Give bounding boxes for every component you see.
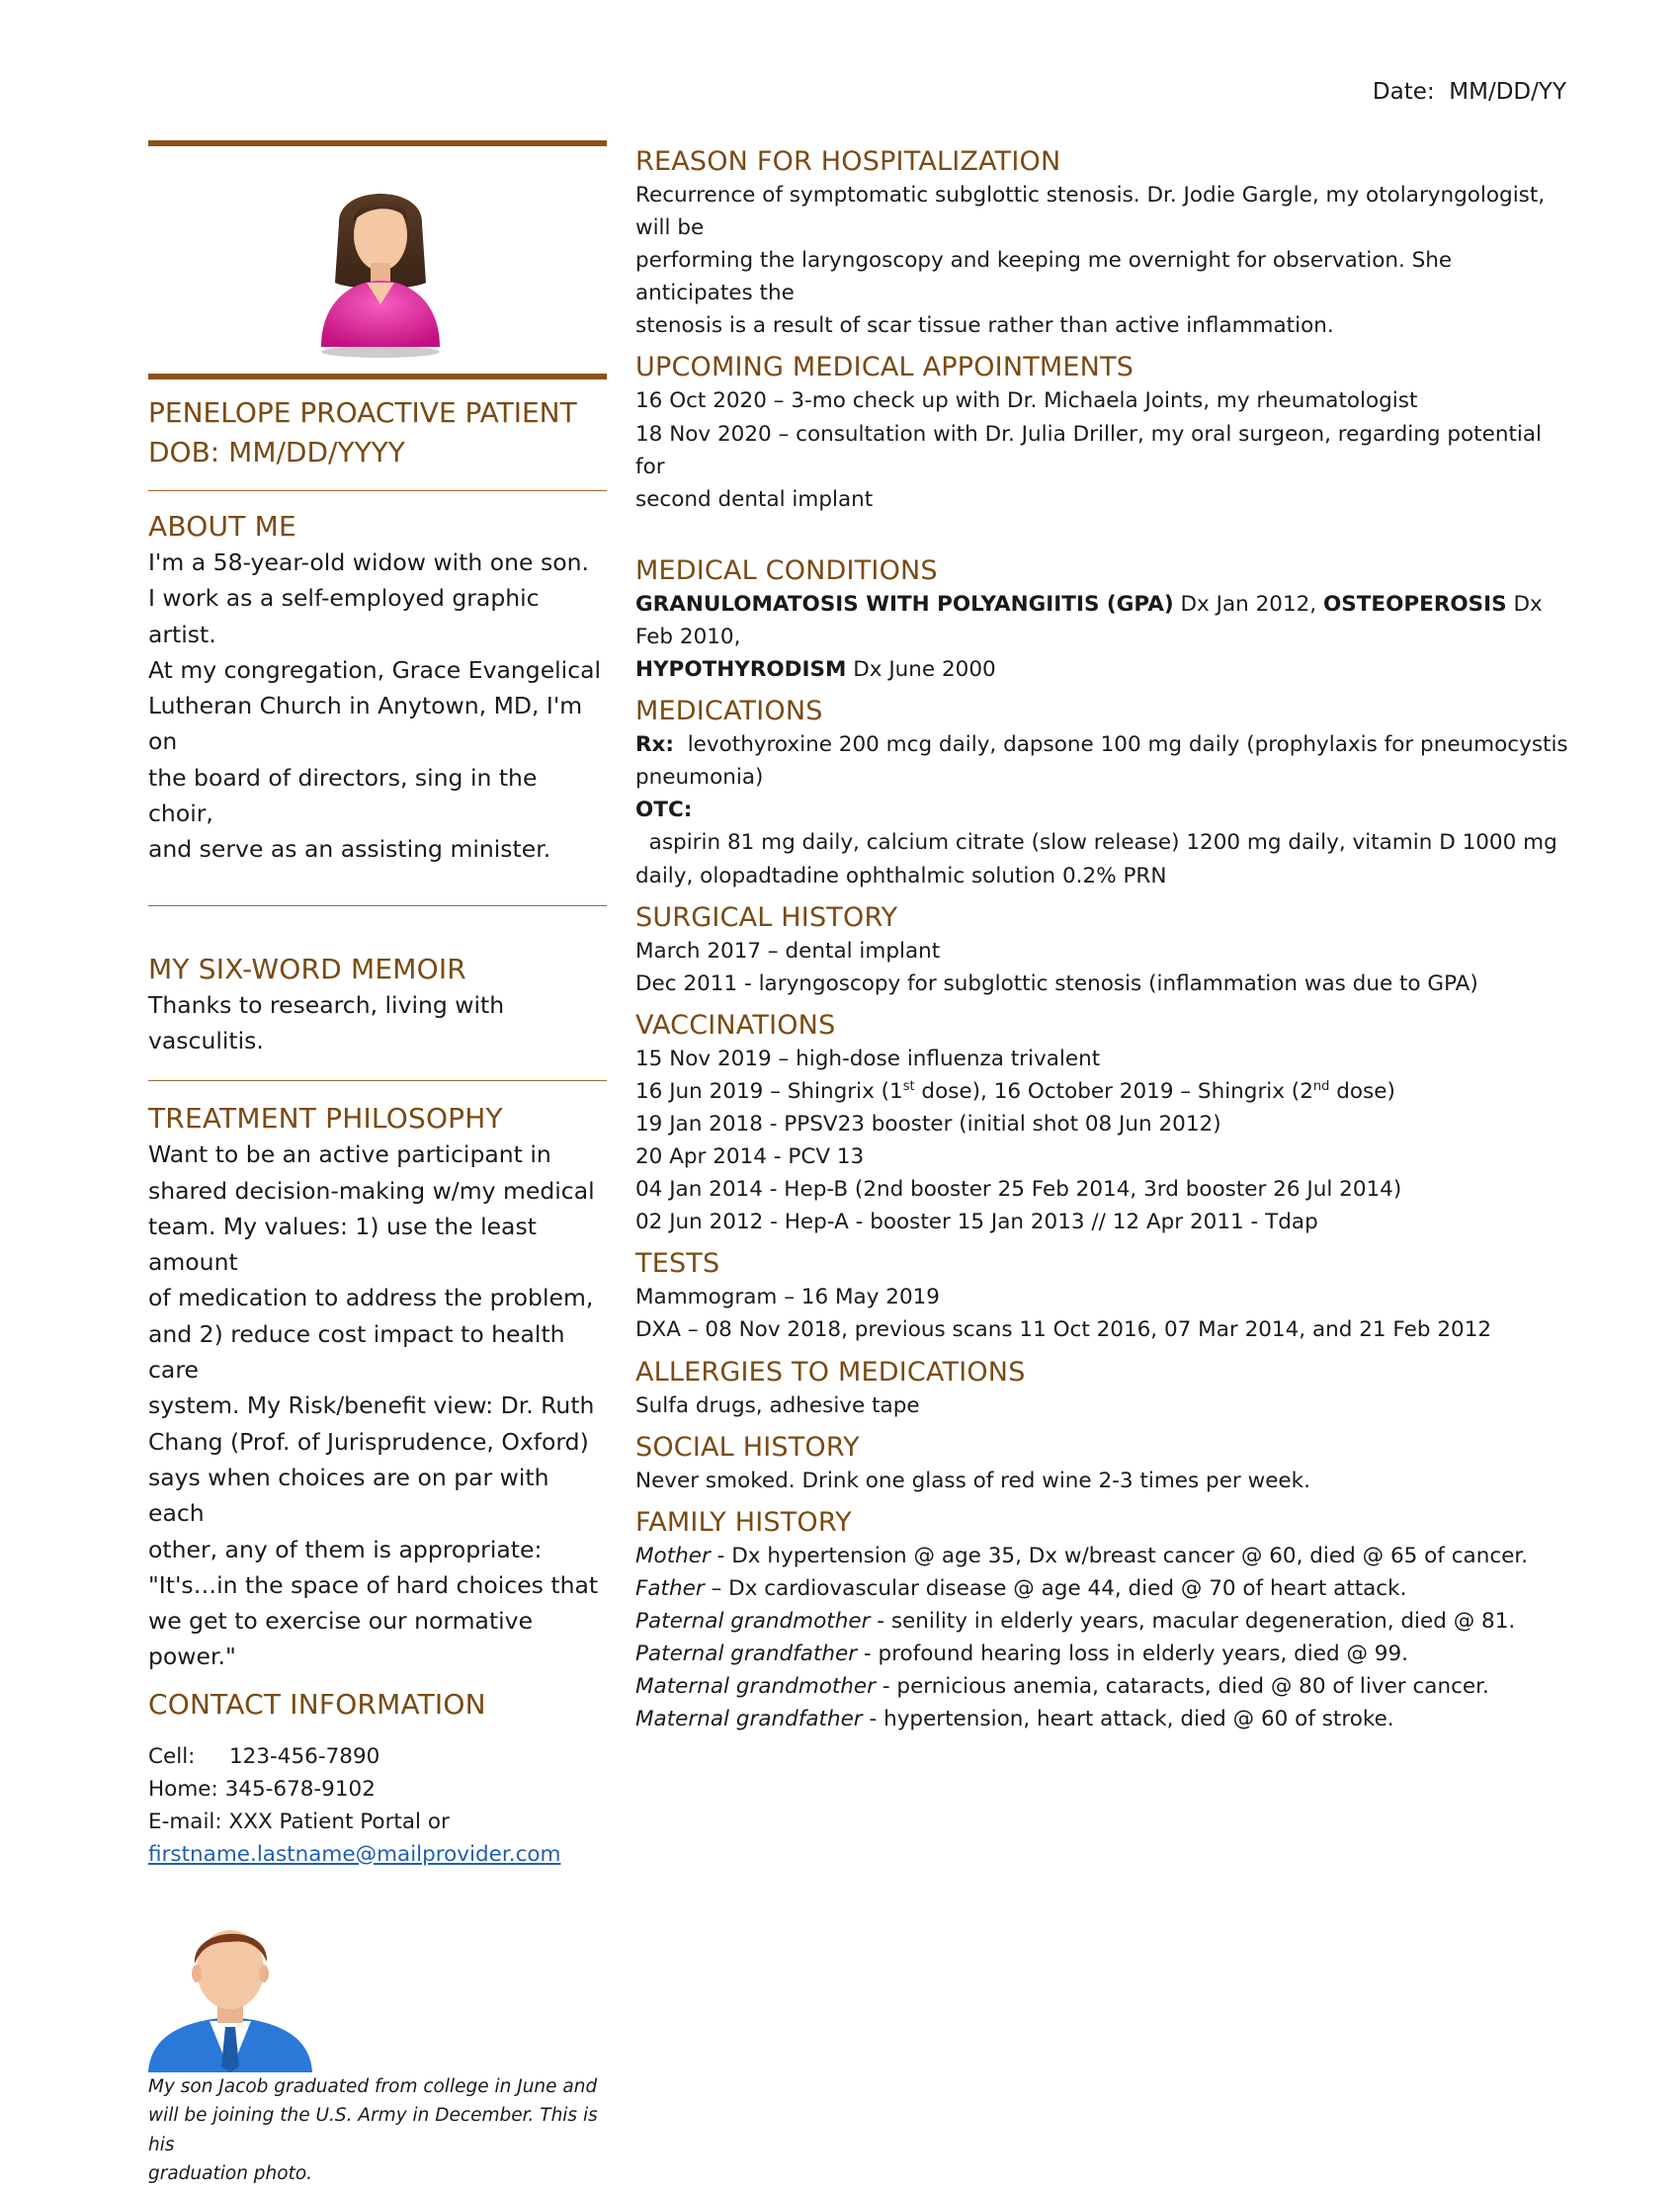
condition-name: GRANULOMATOSIS WITH POLYANGIITIS (GPA) (635, 591, 1174, 617)
section-heading: MEDICATIONS (635, 696, 823, 727)
detail: – Dx cardiovascular disease @ age 44, died @ 70 of heart attack. (704, 1575, 1407, 1601)
relation: Father (635, 1575, 705, 1601)
section-heading: TESTS (635, 1248, 720, 1280)
contact-info (148, 1740, 607, 1871)
email-row (148, 1806, 607, 1838)
text-line: of medication to address the problem, (148, 1284, 594, 1312)
text-line (635, 794, 1574, 859)
section-heading: VACCINATIONS (635, 1009, 836, 1041)
memoir-heading: MY SIX-WORD MEMOIR (148, 952, 466, 985)
text-line: power." (148, 1642, 236, 1671)
caption-line: graduation photo. (148, 2163, 313, 2185)
about-text (148, 545, 607, 868)
text-line: Lutheran Church in Anytown, MD, I'm on (148, 692, 583, 756)
text-line: stenosis is a result of scar tissue rather than active inflammation. (635, 313, 1334, 339)
text-span: dose), 16 October 2019 – Shingrix (2 (914, 1078, 1313, 1104)
family-item (635, 1572, 1574, 1605)
text-line: Sulfa drugs, adhesive tape (635, 1392, 920, 1418)
detail: - Dx hypertension @ age 35, Dx w/breast cancer @ 60, died @ 65 of cancer. (710, 1543, 1529, 1568)
text-line: I'm a 58-year-old widow with one son. (148, 548, 589, 576)
text-line (635, 588, 1574, 653)
patient-name: PENELOPE PROACTIVE PATIENT (148, 396, 577, 429)
text-line: Chang (Prof. of Jurisprudence, Oxford) (148, 1427, 589, 1456)
rx-text: levothyroxine 200 mcg daily, dapsone 100 mg daily (prophylaxis for pneumocystis (674, 732, 1568, 758)
conditions-section (635, 554, 1574, 686)
relation: Paternal grandfather (635, 1642, 858, 1666)
section-heading: FAMILY HISTORY (635, 1506, 852, 1538)
section-heading: ALLERGIES TO MEDICATIONS (635, 1356, 1026, 1388)
hospitalization-section (635, 145, 1574, 342)
email-link[interactable]: firstname.lastname@mailprovider.com (148, 1841, 561, 1867)
text-line: 02 Jun 2012 - Hep-A - booster 15 Jan 2013 // 12 Apr 2011 - Tdap (635, 1210, 1318, 1235)
condition-dx: Dx Feb 2010, (635, 591, 1543, 649)
left-column (148, 140, 607, 2189)
cell-row (148, 1740, 607, 1773)
text-line: and 2) reduce cost impact to health care (148, 1319, 565, 1385)
medications-section (635, 695, 1574, 891)
cell-label: Cell: (148, 1743, 196, 1769)
text-line: system. My Risk/benefit view: Dr. Ruth (148, 1391, 595, 1420)
caption-line: will be joining the U.S. Army in December. This is his (148, 2105, 598, 2155)
family-item (635, 1638, 1574, 1670)
text-line: I work as a self-employed graphic artist. (148, 584, 540, 648)
otc-text: aspirin 81 mg daily, calcium citrate (slow release) 1200 mg daily, vitamin D 1000 mg (635, 830, 1557, 856)
detail: - profound hearing loss in elderly years, died @ 99. (857, 1642, 1409, 1666)
text-line: and serve as an assisting minister. (148, 835, 551, 864)
section-heading: MEDICAL CONDITIONS (635, 554, 938, 586)
family-item (635, 1605, 1574, 1638)
dob-label: DOB: (148, 436, 220, 468)
section-heading: SOCIAL HISTORY (635, 1431, 860, 1463)
text-line: daily, olopadtadine ophthalmic solution 0.2% PRN (635, 863, 1167, 888)
family-item (635, 1540, 1574, 1572)
caption-line: My son Jacob graduated from college in June and (148, 2075, 598, 2097)
superscript: nd (1312, 1078, 1330, 1094)
about-heading: ABOUT ME (148, 510, 296, 543)
detail: - senility in elderly years, macular degeneration, died @ 81. (870, 1608, 1516, 1634)
text-line (635, 728, 1574, 761)
text-line: shared decision-making w/my medical (148, 1176, 595, 1205)
text-line: Dec 2011 - laryngoscopy for subglottic stenosis (inflammation was due to GPA) (635, 970, 1478, 996)
text-line: 18 Nov 2020 – consultation with Dr. Julia Driller, my oral surgeon, regarding potential for (635, 421, 1542, 479)
tests-section (635, 1247, 1574, 1346)
text-span: dose) (1329, 1078, 1395, 1104)
allergies-section (635, 1356, 1574, 1422)
text-span: 16 Jun 2019 – Shingrix (1 (635, 1078, 903, 1104)
text-line: the board of directors, sing in the choir, (148, 763, 538, 828)
text-line: 19 Jan 2018 - PPSV23 booster (initial shot 08 Jun 2012) (635, 1111, 1221, 1137)
contact-heading: CONTACT INFORMATION (148, 1687, 486, 1721)
son-avatar-icon (148, 1918, 312, 2072)
text-line: 16 Oct 2020 – 3-mo check up with Dr. Michaela Joints, my rheumatologist (635, 388, 1418, 414)
text-line: 15 Nov 2019 – high-dose influenza trivalent (635, 1046, 1101, 1071)
superscript: st (902, 1078, 915, 1094)
text-line: says when choices are on par with each (148, 1463, 549, 1528)
text-line (635, 653, 1574, 686)
text-line: team. My values: 1) use the least amount (148, 1212, 537, 1277)
section-heading: REASON FOR HOSPITALIZATION (635, 146, 1061, 177)
patient-avatar-icon (301, 164, 460, 362)
text-line: performing the laryngoscopy and keeping me overnight for observation. She anticipates the (635, 248, 1453, 306)
text-line: 04 Jan 2014 - Hep-B (2nd booster 25 Feb 2014, 3rd booster 26 Jul 2014) (635, 1177, 1402, 1203)
memoir-text: Thanks to research, living with vasculitis. (148, 990, 505, 1054)
condition-name: OSTEOPEROSIS (1322, 591, 1507, 617)
text-line: second dental implant (635, 486, 874, 512)
patient-photo (148, 146, 607, 374)
section-heading: UPCOMING MEDICAL APPOINTMENTS (635, 352, 1134, 383)
patient-dob (148, 433, 607, 472)
text-line: "It's…in the space of hard choices that (148, 1570, 599, 1599)
text-line: 20 Apr 2014 - PCV 13 (635, 1144, 865, 1170)
surgical-section (635, 901, 1574, 1000)
text-line: March 2017 – dental implant (635, 938, 941, 964)
date-label: Date: (1372, 79, 1435, 105)
text-line: Want to be an active participant in (148, 1140, 551, 1169)
text-line: pneumonia) (635, 765, 764, 791)
condition-dx: Dx Jan 2012, (1173, 591, 1323, 617)
condition-dx: Dx June 2000 (846, 657, 996, 683)
son-photo (148, 1918, 607, 2072)
email-label: E-mail: (148, 1809, 222, 1834)
text-line: Recurrence of symptomatic subglottic stenosis. Dr. Jodie Gargle, my otolaryngologist, will be (635, 183, 1546, 241)
date-value: MM/DD/YY (1449, 79, 1566, 105)
relation: Mother (635, 1543, 711, 1568)
text-line: other, any of them is appropriate: (148, 1535, 543, 1563)
text-line: DXA – 08 Nov 2018, previous scans 11 Oct 2016, 07 Mar 2014, and 21 Feb 2012 (635, 1317, 1492, 1343)
family-section (635, 1506, 1574, 1736)
otc-label: OTC: (635, 798, 693, 823)
text-line: we get to exercise our normative (148, 1607, 534, 1636)
text-line: Mammogram – 16 May 2019 (635, 1285, 940, 1310)
home-value: 345-678-9102 (224, 1776, 376, 1802)
relation: Maternal grandmother (635, 1674, 876, 1700)
home-label: Home: (148, 1776, 218, 1802)
email-text: XXX Patient Portal or (228, 1809, 450, 1834)
relation: Maternal grandfather (635, 1707, 863, 1732)
dob-value: MM/DD/YYYY (228, 436, 405, 468)
detail: - pernicious anemia, cataracts, died @ 80 of liver cancer. (876, 1674, 1489, 1700)
section-heading: SURGICAL HISTORY (635, 901, 898, 933)
cell-value: 123-456-7890 (229, 1743, 380, 1769)
condition-name: HYPOTHYRODISM (635, 657, 847, 683)
relation: Paternal grandmother (635, 1608, 871, 1634)
family-item (635, 1703, 1574, 1735)
philosophy-heading: TREATMENT PHILOSOPHY (148, 1102, 503, 1136)
philosophy-text (148, 1137, 607, 1674)
text-line: At my congregation, Grace Evangelical (148, 655, 602, 684)
family-item (635, 1670, 1574, 1703)
date-line (1373, 79, 1566, 105)
home-row (148, 1773, 607, 1806)
right-column (635, 145, 1574, 1744)
social-section (635, 1431, 1574, 1497)
text-line: Never smoked. Drink one glass of red wine 2-3 times per week. (635, 1468, 1310, 1493)
rx-label: Rx: (635, 732, 675, 758)
son-caption (148, 2072, 613, 2189)
detail: - hypertension, heart attack, died @ 60 of stroke. (862, 1707, 1394, 1732)
appointments-section (635, 351, 1574, 515)
text-line (635, 1075, 1574, 1108)
vaccinations-section (635, 1009, 1574, 1239)
